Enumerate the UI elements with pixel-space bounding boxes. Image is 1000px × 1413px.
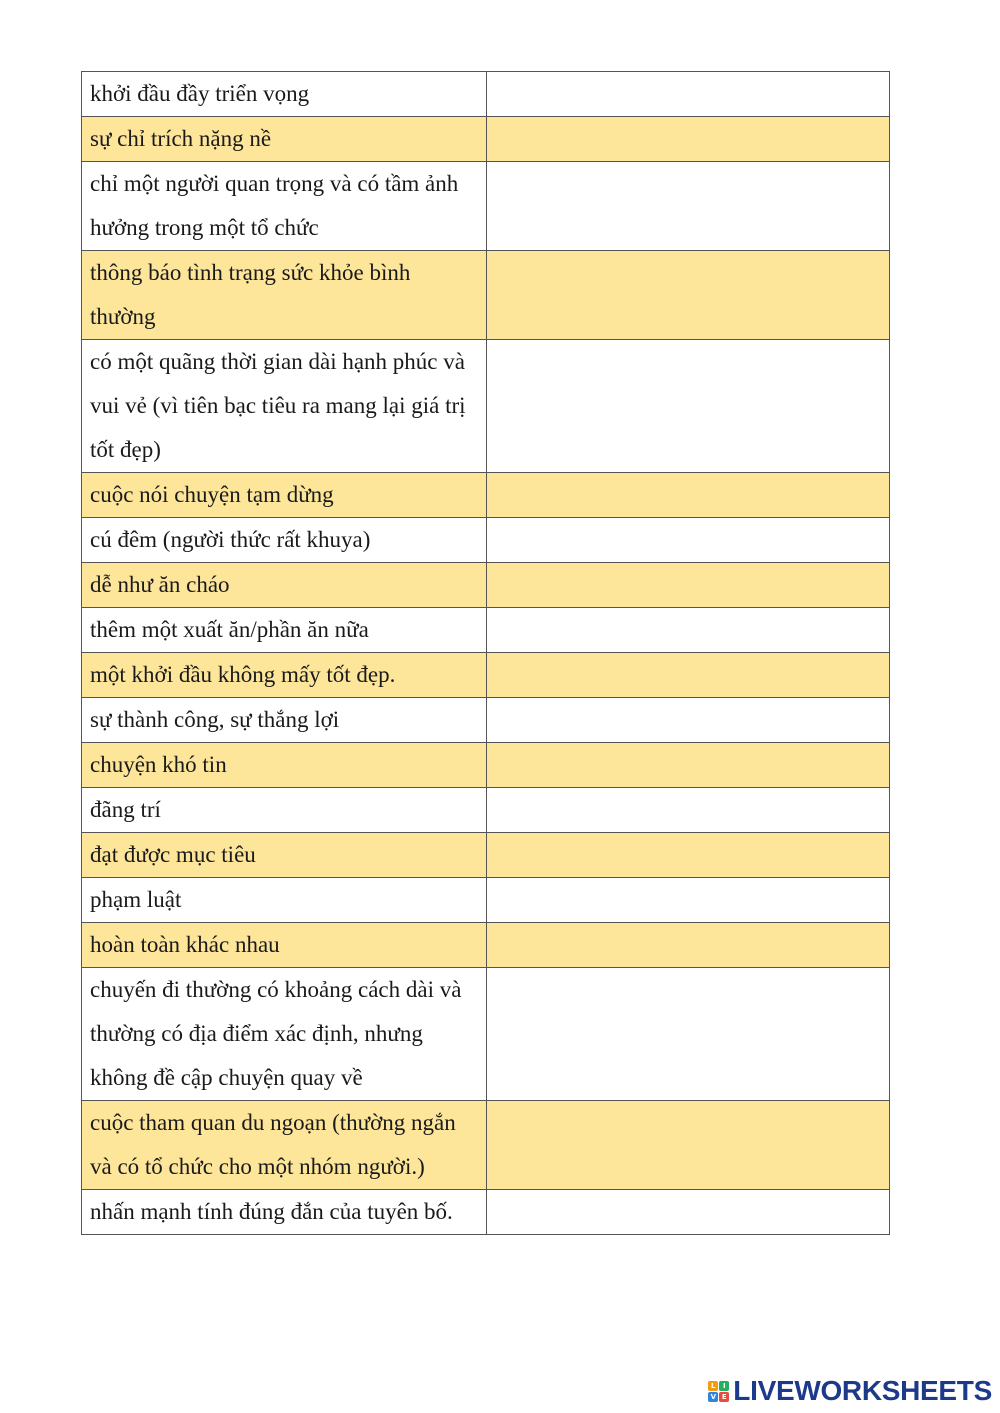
term-cell	[82, 698, 487, 743]
term-text: dễ như ăn cháo	[90, 572, 230, 597]
table-row	[82, 968, 890, 1101]
answer-cell[interactable]	[487, 251, 890, 340]
logo-square-blue: V	[708, 1392, 718, 1402]
term-text: chuyến đi thường có khoảng cách dài và thường có địa điểm xác định, nhưng không đề cập chuyện quay về	[90, 977, 462, 1090]
table-row	[82, 788, 890, 833]
term-text: phạm luật	[90, 887, 182, 912]
term-cell	[82, 473, 487, 518]
liveworksheets-logo-icon	[708, 1381, 729, 1402]
term-cell	[82, 72, 487, 117]
liveworksheets-wordmark: LIVEWORKSHEETS	[733, 1375, 992, 1406]
liveworksheets-logo	[708, 1376, 992, 1406]
term-cell	[82, 608, 487, 653]
answer-cell[interactable]	[487, 788, 890, 833]
answer-cell[interactable]	[487, 340, 890, 473]
term-cell	[82, 117, 487, 162]
term-cell	[82, 968, 487, 1101]
term-cell	[82, 563, 487, 608]
term-text: có một quãng thời gian dài hạnh phúc và vui vẻ (vì tiên bạc tiêu ra mang lại giá trị tốt đẹp)	[90, 349, 466, 462]
table-row	[82, 162, 890, 251]
term-text: cuộc nói chuyện tạm dừng	[90, 482, 334, 507]
logo-square-orange: L	[708, 1381, 718, 1391]
table-row	[82, 518, 890, 563]
table-row	[82, 563, 890, 608]
vocabulary-table	[81, 71, 890, 1235]
term-cell	[82, 788, 487, 833]
term-text: nhấn mạnh tính đúng đắn của tuyên bố.	[90, 1199, 453, 1224]
answer-cell[interactable]	[487, 1101, 890, 1190]
answer-cell[interactable]	[487, 563, 890, 608]
term-text: chỉ một người quan trọng và có tầm ảnh hưởng trong một tổ chức	[90, 171, 459, 240]
table-row	[82, 473, 890, 518]
table-row	[82, 117, 890, 162]
vocabulary-table-body	[82, 72, 890, 1235]
table-row	[82, 923, 890, 968]
answer-cell[interactable]	[487, 1190, 890, 1235]
table-row	[82, 608, 890, 653]
answer-cell[interactable]	[487, 162, 890, 251]
term-cell	[82, 251, 487, 340]
term-text: đãng trí	[90, 797, 161, 822]
answer-cell[interactable]	[487, 923, 890, 968]
term-text: cú đêm (người thức rất khuya)	[90, 527, 371, 552]
term-text: thêm một xuất ăn/phần ăn nữa	[90, 617, 369, 642]
term-cell	[82, 743, 487, 788]
term-text: đạt được mục tiêu	[90, 842, 256, 867]
table-row	[82, 72, 890, 117]
answer-cell[interactable]	[487, 743, 890, 788]
answer-cell[interactable]	[487, 653, 890, 698]
answer-cell[interactable]	[487, 72, 890, 117]
table-row	[82, 833, 890, 878]
term-cell	[82, 340, 487, 473]
term-cell	[82, 653, 487, 698]
term-cell	[82, 162, 487, 251]
answer-cell[interactable]	[487, 608, 890, 653]
logo-square-red: E	[719, 1392, 729, 1402]
answer-cell[interactable]	[487, 518, 890, 563]
term-cell	[82, 518, 487, 563]
table-row	[82, 743, 890, 788]
answer-cell[interactable]	[487, 117, 890, 162]
term-text: chuyện khó tin	[90, 752, 227, 777]
logo-square-green: I	[719, 1381, 729, 1391]
table-row	[82, 653, 890, 698]
answer-cell[interactable]	[487, 878, 890, 923]
term-text: hoàn toàn khác nhau	[90, 932, 280, 957]
term-cell	[82, 1190, 487, 1235]
table-row	[82, 340, 890, 473]
table-row	[82, 878, 890, 923]
term-text: thông báo tình trạng sức khỏe bình thường	[90, 260, 411, 329]
term-text: khởi đầu đầy triển vọng	[90, 81, 310, 106]
term-cell	[82, 833, 487, 878]
answer-cell[interactable]	[487, 968, 890, 1101]
term-text: sự thành công, sự thắng lợi	[90, 707, 340, 732]
term-cell	[82, 1101, 487, 1190]
answer-cell[interactable]	[487, 473, 890, 518]
table-row	[82, 1101, 890, 1190]
term-cell	[82, 923, 487, 968]
term-text: cuộc tham quan du ngoạn (thường ngắn và có tổ chức cho một nhóm người.)	[90, 1110, 456, 1179]
term-cell	[82, 878, 487, 923]
term-text: một khởi đầu không mấy tốt đẹp.	[90, 662, 396, 687]
term-text: sự chỉ trích nặng nề	[90, 126, 272, 151]
table-row	[82, 251, 890, 340]
answer-cell[interactable]	[487, 833, 890, 878]
table-row	[82, 698, 890, 743]
answer-cell[interactable]	[487, 698, 890, 743]
table-row	[82, 1190, 890, 1235]
